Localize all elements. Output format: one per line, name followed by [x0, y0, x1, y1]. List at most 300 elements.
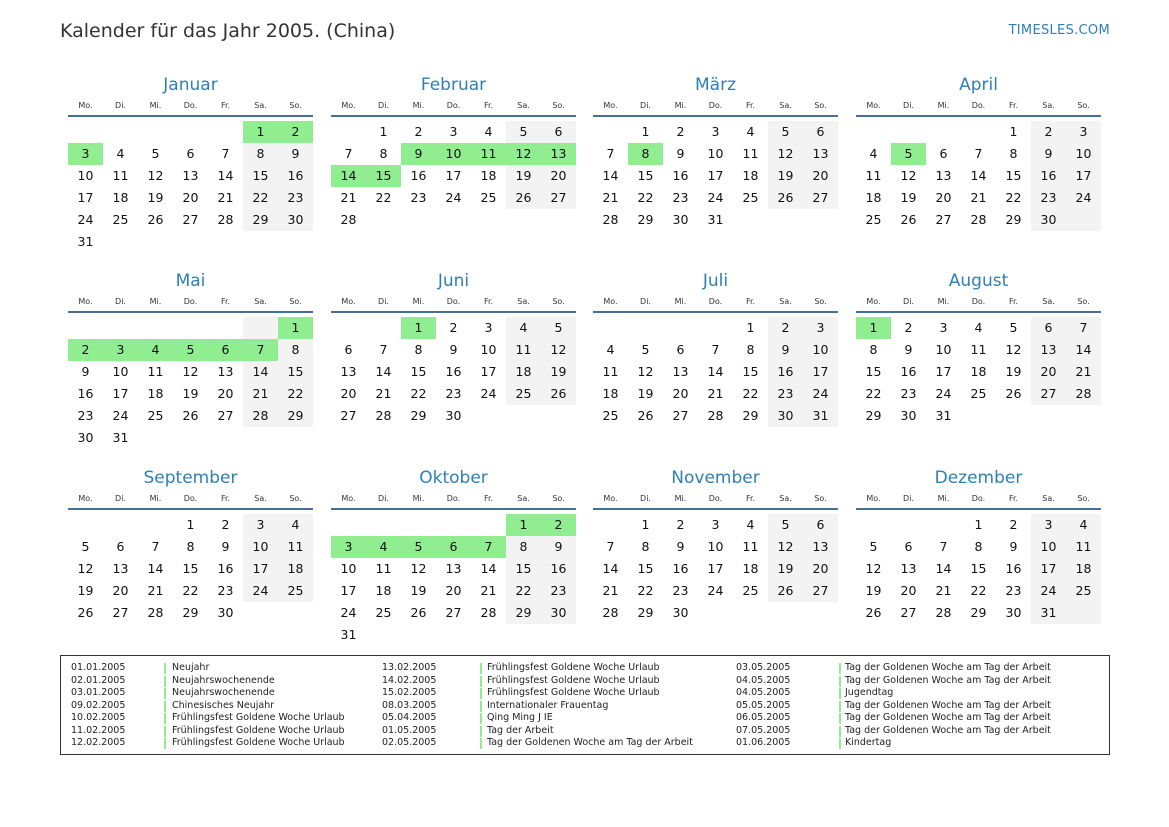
day-cell: 25: [742, 583, 759, 598]
day-cell: 19: [777, 561, 794, 576]
day-cell: 4: [746, 517, 755, 532]
weekday-label: Sa.: [517, 297, 530, 306]
weekday-label: So.: [552, 494, 565, 503]
day-cell: 26: [777, 190, 794, 205]
day-cell: 2: [904, 320, 913, 335]
day-cell: 16: [410, 168, 427, 183]
month-name: November: [671, 468, 760, 488]
weekday-label: Di.: [378, 494, 389, 503]
weekday-label: So.: [1077, 101, 1090, 110]
day-cell: 15: [970, 561, 987, 576]
holiday-day-cell: 4: [138, 339, 173, 361]
weekday-label: Mo.: [78, 101, 93, 110]
day-cell: 16: [550, 561, 567, 576]
weekday-label: Mo.: [603, 101, 618, 110]
day-cell: 17: [707, 168, 724, 183]
day-cell: 11: [970, 342, 987, 357]
day-cell: 7: [711, 342, 720, 357]
day-cell: 1: [379, 124, 388, 139]
weekday-label: So.: [1077, 494, 1090, 503]
day-cell: 11: [375, 561, 392, 576]
holiday-marker: [164, 713, 166, 724]
day-cell: 21: [935, 583, 952, 598]
day-cell: 27: [182, 212, 199, 227]
holiday-name: Jugendtag: [845, 687, 894, 698]
day-cell: 5: [781, 517, 790, 532]
weekday-label: Fr.: [483, 494, 494, 503]
day-cell: 16: [1005, 561, 1022, 576]
holiday-marker: [839, 688, 841, 699]
day-cell: 2: [1009, 517, 1018, 532]
day-cell: 21: [147, 583, 164, 598]
weekday-label: Mi.: [937, 101, 950, 110]
day-cell: 26: [637, 408, 654, 423]
holiday-day-cell: 5: [891, 143, 926, 165]
day-cell: 17: [445, 168, 462, 183]
day-cell: 15: [637, 561, 654, 576]
day-cell: 13: [112, 561, 129, 576]
weekday-label: Fr.: [220, 101, 231, 110]
weekday-label: Do.: [446, 297, 461, 306]
site-link[interactable]: TIMESLES.COM: [1008, 23, 1110, 38]
day-cell: 21: [602, 583, 619, 598]
day-cell: 25: [970, 386, 987, 401]
day-cell: 24: [812, 386, 829, 401]
holiday-name: Tag der Goldenen Woche am Tag der Arbeit: [845, 712, 1051, 723]
day-cell: 8: [974, 539, 983, 554]
day-cell: 30: [672, 605, 689, 620]
holiday-date: 03.05.2005: [736, 662, 791, 673]
day-cell: 21: [340, 190, 357, 205]
day-cell: 29: [515, 605, 532, 620]
day-cell: 25: [1075, 583, 1092, 598]
day-cell: 11: [742, 539, 759, 554]
holiday-date: 01.05.2005: [382, 724, 437, 736]
holiday-day-cell: 2: [68, 339, 103, 361]
weekday-label: Sa.: [1042, 101, 1055, 110]
weekday-header: [68, 101, 313, 113]
day-cell: 14: [602, 561, 619, 576]
day-cell: 6: [116, 539, 125, 554]
weekday-label: Mo.: [603, 494, 618, 503]
weekday-label: Fr.: [483, 101, 494, 110]
day-cell: 4: [484, 124, 493, 139]
day-cell: 28: [1075, 386, 1092, 401]
holiday-date: 05.04.2005: [382, 712, 437, 723]
holiday-day-cell: 1: [243, 121, 278, 143]
day-cell: 14: [707, 364, 724, 379]
day-cell: 8: [519, 539, 528, 554]
holiday-marker: [839, 738, 841, 749]
day-cell: 2: [676, 517, 685, 532]
weekday-label: Fr.: [220, 297, 231, 306]
day-cell: 7: [1079, 320, 1088, 335]
day-cell: 28: [935, 605, 952, 620]
day-cell: 19: [900, 190, 917, 205]
day-cell: 27: [1040, 386, 1057, 401]
day-cell: 21: [602, 190, 619, 205]
day-cell: 1: [974, 517, 983, 532]
day-cell: 20: [445, 583, 462, 598]
holiday-day-cell: 15: [366, 165, 401, 187]
day-cell: 27: [550, 190, 567, 205]
day-cell: 10: [77, 168, 94, 183]
day-cell: 7: [151, 539, 160, 554]
day-cell: 6: [1044, 320, 1053, 335]
day-cell: 4: [291, 517, 300, 532]
day-cell: 12: [900, 168, 917, 183]
day-cell: 19: [777, 168, 794, 183]
day-cell: 17: [77, 190, 94, 205]
day-cell: 28: [602, 212, 619, 227]
day-cell: 3: [449, 124, 458, 139]
day-cell: 28: [375, 408, 392, 423]
weekday-header: [331, 101, 576, 113]
day-cell: 17: [252, 561, 269, 576]
weekday-label: Do.: [708, 297, 723, 306]
day-cell: 15: [182, 561, 199, 576]
day-cell: 19: [410, 583, 427, 598]
day-cell: 18: [865, 190, 882, 205]
day-cell: 8: [414, 342, 423, 357]
weekday-label: Mi.: [149, 101, 162, 110]
weekday-label: Fr.: [1008, 494, 1019, 503]
day-cell: 12: [637, 364, 654, 379]
day-cell: 14: [935, 561, 952, 576]
day-cell: 4: [746, 124, 755, 139]
day-cell: 8: [379, 146, 388, 161]
day-cell: 28: [147, 605, 164, 620]
header-divider: [331, 508, 576, 510]
day-cell: 11: [1075, 539, 1092, 554]
day-cell: 12: [865, 561, 882, 576]
day-cell: 23: [445, 386, 462, 401]
day-cell: 4: [116, 146, 125, 161]
holiday-day-cell: 1: [856, 317, 891, 339]
weekday-label: Mo.: [866, 101, 881, 110]
weekday-header: [856, 297, 1101, 309]
day-cell: 18: [287, 561, 304, 576]
day-cell: 15: [742, 364, 759, 379]
holiday-name: Tag der Goldenen Woche am Tag der Arbeit: [845, 699, 1051, 711]
day-cell: 11: [515, 342, 532, 357]
holiday-marker: [480, 701, 482, 712]
holiday-marker: [480, 688, 482, 699]
weekday-label: So.: [552, 297, 565, 306]
day-cell: 11: [147, 364, 164, 379]
day-cell: 13: [1040, 342, 1057, 357]
header-divider: [856, 311, 1101, 313]
day-cell: 26: [865, 605, 882, 620]
day-cell: 9: [904, 342, 913, 357]
day-cell: 8: [291, 342, 300, 357]
holiday-day-cell: 6: [208, 339, 243, 361]
weekday-label: Mo.: [603, 297, 618, 306]
day-cell: 30: [445, 408, 462, 423]
day-cell: 7: [606, 146, 615, 161]
day-cell: 20: [112, 583, 129, 598]
holiday-date: 03.01.2005: [71, 687, 126, 698]
weekday-label: Mi.: [412, 101, 425, 110]
month-name: August: [948, 271, 1009, 291]
day-cell: 30: [777, 408, 794, 423]
day-cell: 24: [480, 386, 497, 401]
weekday-label: So.: [814, 101, 827, 110]
day-cell: 18: [970, 364, 987, 379]
holiday-date: 14.02.2005: [382, 674, 437, 686]
month-name: Oktober: [419, 468, 488, 488]
holiday-date: 13.02.2005: [382, 662, 437, 673]
day-cell: 31: [707, 212, 724, 227]
day-cell: 26: [777, 583, 794, 598]
day-cell: 30: [1005, 605, 1022, 620]
day-cell: 11: [112, 168, 129, 183]
weekday-label: Do.: [971, 101, 986, 110]
day-cell: 15: [865, 364, 882, 379]
month-name: April: [959, 75, 998, 95]
day-cell: 25: [742, 190, 759, 205]
holiday-name: Chinesisches Neujahr: [172, 699, 275, 711]
day-cell: 25: [147, 408, 164, 423]
day-cell: 18: [375, 583, 392, 598]
weekday-label: Do.: [971, 297, 986, 306]
holiday-date: 09.02.2005: [71, 699, 126, 711]
day-cell: 18: [742, 168, 759, 183]
day-cell: 23: [410, 190, 427, 205]
day-cell: 17: [935, 364, 952, 379]
weekday-label: So.: [289, 494, 302, 503]
day-cell: 13: [900, 561, 917, 576]
day-cell: 30: [217, 605, 234, 620]
day-cell: 12: [777, 146, 794, 161]
holiday-marker: [839, 726, 841, 737]
day-cell: 7: [974, 146, 983, 161]
day-cell: 4: [519, 320, 528, 335]
holiday-name: Frühlingsfest Goldene Woche Urlaub: [487, 662, 660, 673]
day-cell: 15: [410, 364, 427, 379]
holiday-day-cell: 3: [103, 339, 138, 361]
weekday-label: Fr.: [1008, 101, 1019, 110]
day-cell: 23: [672, 190, 689, 205]
day-cell: 22: [182, 583, 199, 598]
holiday-day-cell: 12: [506, 143, 541, 165]
day-cell: 28: [480, 605, 497, 620]
weekday-label: Di.: [640, 494, 651, 503]
day-cell: 17: [812, 364, 829, 379]
holiday-date: 02.01.2005: [71, 674, 126, 686]
day-cell: 5: [641, 342, 650, 357]
holiday-date: 08.03.2005: [382, 699, 437, 711]
month-name: Februar: [420, 75, 487, 95]
day-cell: 8: [256, 146, 265, 161]
day-cell: 26: [900, 212, 917, 227]
day-cell: 20: [182, 190, 199, 205]
holiday-marker: [164, 663, 166, 674]
day-cell: 21: [970, 190, 987, 205]
day-cell: 31: [1040, 605, 1057, 620]
day-cell: 24: [935, 386, 952, 401]
day-cell: 24: [1075, 190, 1092, 205]
holiday-name: Neujahr: [172, 662, 210, 673]
weekday-label: Do.: [183, 297, 198, 306]
holiday-name: Frühlingsfest Goldene Woche Urlaub: [487, 674, 660, 686]
day-cell: 2: [221, 517, 230, 532]
day-cell: 30: [1040, 212, 1057, 227]
day-cell: 28: [340, 212, 357, 227]
page-title: Kalender für das Jahr 2005. (China): [60, 20, 396, 42]
holiday-marker: [480, 726, 482, 737]
weekday-label: So.: [814, 297, 827, 306]
holiday-date: 15.02.2005: [382, 687, 437, 698]
holiday-date: 07.05.2005: [736, 724, 791, 736]
weekday-label: Sa.: [1042, 297, 1055, 306]
day-cell: 22: [515, 583, 532, 598]
day-cell: 30: [77, 430, 94, 445]
day-cell: 14: [480, 561, 497, 576]
holiday-name: Frühlingsfest Goldene Woche Urlaub: [172, 724, 345, 736]
day-cell: 29: [182, 605, 199, 620]
holiday-name: Tag der Goldenen Woche am Tag der Arbeit: [845, 724, 1051, 736]
day-cell: 6: [554, 124, 563, 139]
day-cell: 17: [1040, 561, 1057, 576]
day-cell: 23: [1040, 190, 1057, 205]
weekday-label: Mi.: [674, 297, 687, 306]
holiday-name: Internationaler Frauentag: [487, 699, 609, 711]
weekday-label: Mo.: [78, 494, 93, 503]
day-cell: 22: [742, 386, 759, 401]
day-cell: 31: [812, 408, 829, 423]
day-cell: 24: [1040, 583, 1057, 598]
day-cell: 3: [816, 320, 825, 335]
holiday-marker: [839, 663, 841, 674]
day-cell: 27: [812, 190, 829, 205]
day-cell: 13: [812, 146, 829, 161]
day-cell: 3: [711, 124, 720, 139]
holiday-day-cell: 5: [401, 536, 436, 558]
day-cell: 27: [112, 605, 129, 620]
holiday-name: Qing Ming J IE: [487, 712, 553, 723]
holiday-name: Tag der Goldenen Woche am Tag der Arbeit: [845, 674, 1051, 686]
weekday-header: [593, 101, 838, 113]
day-cell: 3: [1079, 124, 1088, 139]
holiday-name: Tag der Goldenen Woche am Tag der Arbeit: [845, 662, 1051, 673]
weekday-label: Mi.: [149, 494, 162, 503]
day-cell: 16: [672, 168, 689, 183]
holiday-legend: [60, 655, 1110, 755]
day-cell: 19: [182, 386, 199, 401]
day-cell: 3: [484, 320, 493, 335]
weekday-header: [331, 297, 576, 309]
header-divider: [68, 508, 313, 510]
day-cell: 7: [606, 539, 615, 554]
day-cell: 15: [637, 168, 654, 183]
day-cell: 1: [1009, 124, 1018, 139]
day-cell: 13: [812, 539, 829, 554]
month-name: Mai: [175, 271, 206, 291]
weekday-label: Sa.: [779, 101, 792, 110]
day-cell: 14: [1075, 342, 1092, 357]
day-cell: 18: [480, 168, 497, 183]
month-name: September: [143, 468, 238, 488]
weekday-label: Fr.: [220, 494, 231, 503]
day-cell: 10: [480, 342, 497, 357]
day-cell: 24: [340, 605, 357, 620]
weekday-label: Mi.: [937, 494, 950, 503]
day-cell: 16: [77, 386, 94, 401]
day-cell: 23: [777, 386, 794, 401]
day-cell: 14: [217, 168, 234, 183]
day-cell: 28: [217, 212, 234, 227]
day-cell: 19: [550, 364, 567, 379]
day-cell: 18: [112, 190, 129, 205]
day-cell: 27: [672, 408, 689, 423]
day-cell: 17: [340, 583, 357, 598]
weekday-header: [593, 494, 838, 506]
day-cell: 10: [1040, 539, 1057, 554]
day-cell: 19: [77, 583, 94, 598]
day-cell: 4: [1079, 517, 1088, 532]
day-cell: 12: [410, 561, 427, 576]
header-divider: [856, 115, 1101, 117]
day-cell: 11: [287, 539, 304, 554]
day-cell: 27: [340, 408, 357, 423]
weekday-label: Fr.: [1008, 297, 1019, 306]
day-cell: 2: [781, 320, 790, 335]
day-cell: 22: [287, 386, 304, 401]
day-cell: 28: [707, 408, 724, 423]
day-cell: 26: [77, 605, 94, 620]
header-divider: [593, 311, 838, 313]
day-cell: 5: [1009, 320, 1018, 335]
day-cell: 21: [217, 190, 234, 205]
day-cell: 17: [480, 364, 497, 379]
holiday-name: Frühlingsfest Goldene Woche Urlaub: [172, 737, 345, 748]
weekday-label: Di.: [115, 101, 126, 110]
day-cell: 9: [676, 146, 685, 161]
day-cell: 13: [217, 364, 234, 379]
holiday-day-cell: 1: [278, 317, 313, 339]
holiday-day-cell: 11: [471, 143, 506, 165]
day-cell: 13: [935, 168, 952, 183]
day-cell: 3: [939, 320, 948, 335]
holiday-day-cell: 8: [628, 143, 663, 165]
holiday-date: 04.05.2005: [736, 687, 791, 698]
holiday-date: 01.01.2005: [71, 662, 126, 673]
holiday-day-cell: 1: [506, 514, 541, 536]
day-cell: 23: [672, 583, 689, 598]
holiday-day-cell: 13: [541, 143, 576, 165]
day-cell: 28: [252, 408, 269, 423]
day-cell: 31: [935, 408, 952, 423]
day-cell: 20: [217, 386, 234, 401]
holiday-date: 05.05.2005: [736, 699, 791, 711]
day-cell: 15: [252, 168, 269, 183]
day-cell: 10: [707, 146, 724, 161]
day-cell: 22: [970, 583, 987, 598]
day-cell: 11: [742, 146, 759, 161]
day-cell: 26: [1005, 386, 1022, 401]
holiday-name: Frühlingsfest Goldene Woche Urlaub: [487, 687, 660, 698]
header-divider: [331, 115, 576, 117]
holiday-date: 11.02.2005: [71, 724, 126, 736]
weekday-label: Sa.: [779, 494, 792, 503]
day-cell: 10: [935, 342, 952, 357]
day-cell: 18: [147, 386, 164, 401]
day-cell: 30: [900, 408, 917, 423]
day-cell: 19: [865, 583, 882, 598]
day-cell: 20: [900, 583, 917, 598]
day-cell: 20: [812, 168, 829, 183]
